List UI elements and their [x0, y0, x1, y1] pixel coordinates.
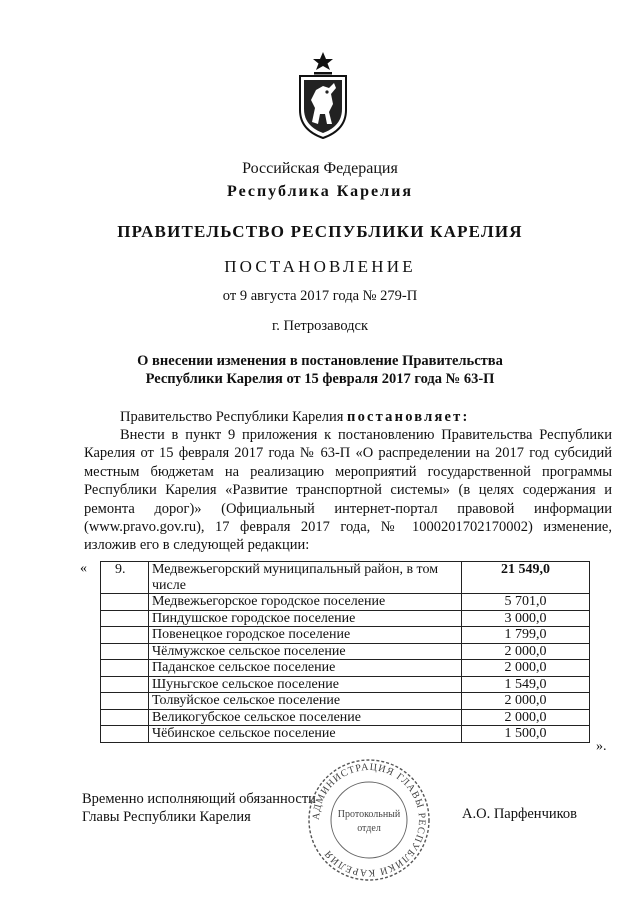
table-row [101, 610, 590, 627]
settlement-value: 1 500,0 [462, 726, 590, 743]
subject-line-2: Республики Карелия от 15 февраля 2017 года № 63-П [145, 371, 495, 387]
settlement-name: Паданское сельское поселение [149, 660, 462, 677]
table-row [101, 709, 590, 726]
government-name: ПРАВИТЕЛЬСТВО РЕСПУБЛИКИ КАРЕЛИЯ [117, 222, 523, 241]
intro-verb: постановляет: [347, 409, 470, 425]
table-row [101, 676, 590, 693]
table-close-quote: ». [596, 739, 607, 754]
table-row [101, 693, 590, 710]
intro-prefix: Правительство Республики Карелия [120, 409, 348, 425]
settlement-name: Пиндушское городское поселение [149, 610, 462, 627]
settlement-name: Чёбинское сельское поселение [149, 726, 462, 743]
resolution-paragraph: Внести в пункт 9 приложения к постановлению Правительства Республики Карелия от 15 февраля 2017 года № 63-П «О распределении на 2017 год субсидий местным бюджетам на реализацию мероприятий государственной программы Республики Карелия «Развитие транспортной системы» (в целях содержания и ремонта дорог)» (Официальный интернет-портал правовой информации (www.pravo.gov.ru), 17 февраля 2017 года, № 1000201702170002) изменение, изложив его в следующей редакции: [84, 427, 612, 554]
settlement-value: 1 799,0 [462, 627, 590, 644]
table-row [101, 594, 590, 611]
row-number-cell [101, 627, 149, 644]
row-number-cell [101, 594, 149, 611]
settlement-name: Медвежьегорское городское поселение [149, 594, 462, 611]
document-type: ПОСТАНОВЛЕНИЕ [224, 257, 416, 276]
signatory-role [82, 790, 316, 826]
row-number-cell [101, 726, 149, 743]
resolution-intro [84, 408, 612, 426]
seal-outer-text: АДМИНИСТРАЦИЯ ГЛАВЫ РЕСПУБЛИКИ КАРЕЛИЯ [310, 761, 428, 879]
settlement-name: Великогубское сельское поселение [149, 709, 462, 726]
seal-center-line-2: отдел [357, 823, 381, 834]
signatory-role-line-2: Главы Республики Карелия [82, 809, 251, 825]
signatory-role-line-1: Временно исполняющий обязанности [82, 791, 316, 807]
table-row-district [101, 562, 590, 594]
row-number-cell [101, 660, 149, 677]
table-row [101, 660, 590, 677]
row-number-cell [101, 643, 149, 660]
seal-center-line-1: Протокольный [337, 809, 401, 820]
district-total: 21 549,0 [462, 562, 590, 594]
row-number: 9. [101, 562, 149, 594]
settlement-name: Шуньгское сельское поселение [149, 676, 462, 693]
settlement-value: 2 000,0 [462, 709, 590, 726]
official-seal-stamp [306, 757, 432, 883]
settlement-name: Повенецкое городское поселение [149, 627, 462, 644]
document-city: г. Петрозаводск [271, 318, 369, 334]
signatory-name: А.О. Парфенчиков [462, 806, 578, 822]
row-number-cell [101, 676, 149, 693]
republic-name: Республика Карелия [227, 183, 413, 200]
row-number-cell [101, 693, 149, 710]
settlement-value: 3 000,0 [462, 610, 590, 627]
settlement-value: 5 701,0 [462, 594, 590, 611]
table-open-quote: « [80, 561, 87, 576]
settlement-name: Чёлмужское сельское поселение [149, 643, 462, 660]
subject-line-1: О внесении изменения в постановление Правительства [137, 353, 503, 369]
row-number-cell [101, 610, 149, 627]
settlement-value: 2 000,0 [462, 660, 590, 677]
document-subject [0, 352, 640, 388]
table-row [101, 643, 590, 660]
row-number-cell [101, 709, 149, 726]
settlement-value: 1 549,0 [462, 676, 590, 693]
allocation-table [100, 561, 590, 743]
district-name: Медвежьегорский муниципальный район, в том числе [149, 562, 462, 594]
document-date: от 9 августа 2017 года № 279-П [222, 288, 418, 304]
settlement-name: Толвуйское сельское поселение [149, 693, 462, 710]
table-row [101, 726, 590, 743]
coat-of-arms-icon [296, 52, 350, 140]
settlement-value: 2 000,0 [462, 693, 590, 710]
country-name: Российская Федерация [242, 160, 398, 177]
table-row [101, 627, 590, 644]
settlement-value: 2 000,0 [462, 643, 590, 660]
